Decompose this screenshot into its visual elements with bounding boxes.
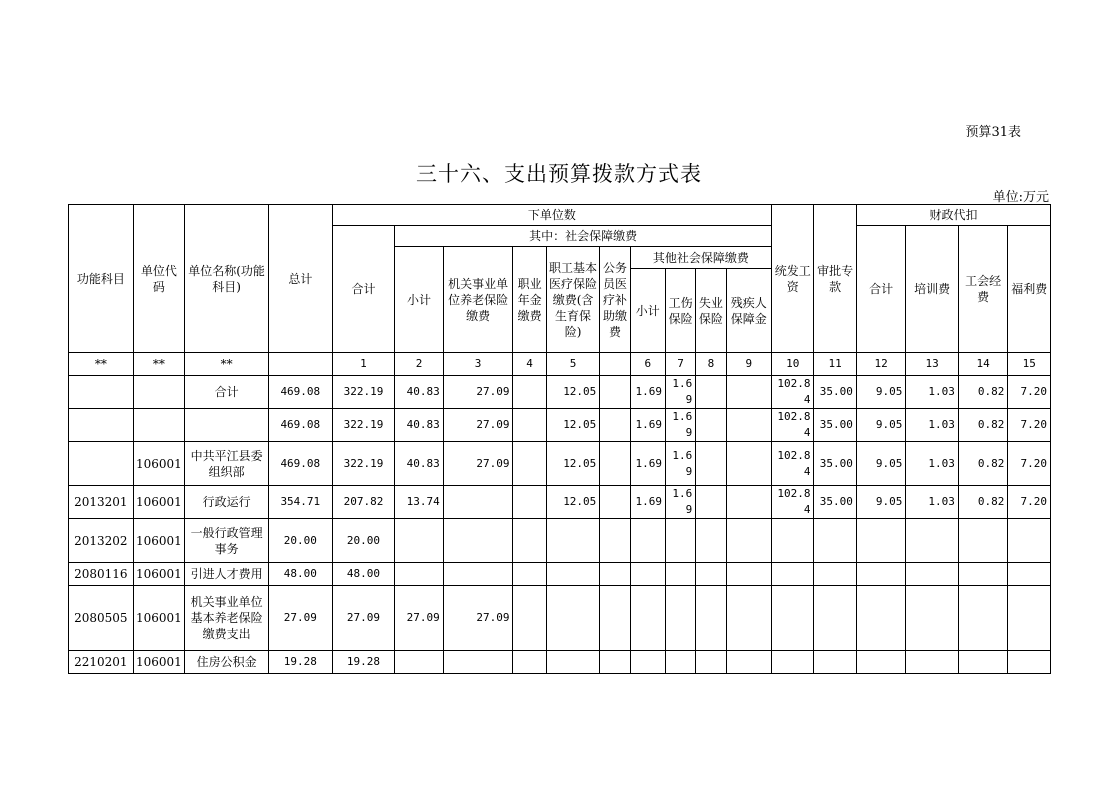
- table-cell: [69, 409, 134, 442]
- table-cell: [726, 586, 772, 651]
- table-cell: 48.00: [269, 563, 333, 586]
- page-title: 三十六、支出预算拨款方式表: [416, 162, 702, 186]
- table-cell: 0.82: [958, 376, 1008, 409]
- index-cell: 7: [665, 353, 695, 376]
- table-cell: [696, 486, 726, 519]
- table-cell: 9.05: [856, 442, 906, 486]
- table-cell: [600, 586, 630, 651]
- table-cell: [906, 651, 959, 674]
- table-row: [69, 376, 1051, 409]
- header-fiscal-deduction: 财政代扣: [856, 205, 1050, 226]
- index-cell: [269, 353, 333, 376]
- table-cell: 20.00: [332, 519, 395, 563]
- table-cell: 102.84: [772, 486, 814, 519]
- table-cell: [958, 519, 1008, 563]
- table-cell: 1.03: [906, 409, 959, 442]
- table-cell: [443, 486, 513, 519]
- table-cell: [630, 651, 665, 674]
- table-cell: [630, 586, 665, 651]
- table-cell: [395, 519, 443, 563]
- header-unit-name: 单位名称(功能科目): [185, 205, 269, 353]
- table-cell: [443, 519, 513, 563]
- table-row: [69, 563, 1051, 586]
- unit-label: 单位:万元: [992, 190, 1049, 205]
- table-cell: 1.69: [630, 442, 665, 486]
- table-cell: 一般行政管理事务: [185, 519, 269, 563]
- table-row: [69, 409, 1051, 442]
- index-cell: 13: [906, 353, 959, 376]
- table-cell: 27.09: [443, 409, 513, 442]
- table-cell: 469.08: [269, 376, 333, 409]
- table-cell: 27.09: [443, 376, 513, 409]
- header-approval-funds: 审批专款: [814, 205, 856, 353]
- index-cell: 6: [630, 353, 665, 376]
- table-cell: [600, 651, 630, 674]
- table-cell: [856, 586, 906, 651]
- table-cell: 2013201: [69, 486, 134, 519]
- index-cell: **: [69, 353, 134, 376]
- table-cell: [772, 563, 814, 586]
- header-injury: 工伤保险: [665, 269, 695, 353]
- index-cell: 1: [332, 353, 395, 376]
- table-cell: 106001: [133, 651, 185, 674]
- table-cell: [906, 586, 959, 651]
- header-unit-code: 单位代码: [133, 205, 185, 353]
- table-cell: [600, 563, 630, 586]
- table-cell: 27.09: [443, 586, 513, 651]
- table-cell: [726, 651, 772, 674]
- header-small-total: 小计: [395, 247, 443, 353]
- table-cell: [546, 563, 600, 586]
- index-cell: 5: [546, 353, 600, 376]
- table-cell: 住房公积金: [185, 651, 269, 674]
- table-cell: [665, 563, 695, 586]
- table-cell: 2013202: [69, 519, 134, 563]
- table-cell: [856, 519, 906, 563]
- table-cell: [726, 519, 772, 563]
- table-cell: [696, 519, 726, 563]
- header-unemployment: 失业保险: [696, 269, 726, 353]
- table-cell: [513, 586, 546, 651]
- header-union: 工会经费: [958, 226, 1008, 353]
- table-cell: [772, 586, 814, 651]
- table-row: [69, 519, 1051, 563]
- table-row: [69, 586, 1051, 651]
- table-cell: 322.19: [332, 409, 395, 442]
- index-cell: 3: [443, 353, 513, 376]
- header-unified-salary: 统发工资: [772, 205, 814, 353]
- table-cell: [513, 519, 546, 563]
- table-cell: [600, 442, 630, 486]
- table-cell: 机关事业单位基本养老保险缴费支出: [185, 586, 269, 651]
- header-total: 总计: [269, 205, 333, 353]
- table-cell: [69, 442, 134, 486]
- table-cell: 2210201: [69, 651, 134, 674]
- table-cell: 35.00: [814, 409, 856, 442]
- table-cell: 1.03: [906, 486, 959, 519]
- index-cell: 4: [513, 353, 546, 376]
- table-cell: [600, 519, 630, 563]
- table-row: [69, 651, 1051, 674]
- header-fiscal-sum: 合计: [856, 226, 906, 353]
- table-cell: [726, 376, 772, 409]
- table-cell: [1008, 651, 1051, 674]
- table-cell: 7.20: [1008, 376, 1051, 409]
- index-cell: 9: [726, 353, 772, 376]
- table-cell: [185, 409, 269, 442]
- table-cell: 35.00: [814, 486, 856, 519]
- table-cell: 19.28: [269, 651, 333, 674]
- table-cell: 19.28: [332, 651, 395, 674]
- table-cell: [696, 409, 726, 442]
- table-cell: 13.74: [395, 486, 443, 519]
- table-cell: 106001: [133, 442, 185, 486]
- table-cell: 12.05: [546, 442, 600, 486]
- table-cell: [958, 563, 1008, 586]
- header-func-subject: 功能科目: [69, 205, 134, 353]
- index-cell: 12: [856, 353, 906, 376]
- table-cell: 469.08: [269, 409, 333, 442]
- table-cell: [1008, 563, 1051, 586]
- header-medical: 职工基本医疗保险缴费(含生育保险): [546, 247, 600, 353]
- table-cell: [906, 563, 959, 586]
- table-cell: 106001: [133, 563, 185, 586]
- form-number: 预算31表: [965, 125, 1021, 140]
- table-cell: 1.69: [665, 442, 695, 486]
- table-cell: [696, 376, 726, 409]
- table-cell: [513, 563, 546, 586]
- table-cell: 102.84: [772, 409, 814, 442]
- table-cell: [630, 563, 665, 586]
- table-row: [69, 442, 1051, 486]
- header-lower-sum: 合计: [332, 226, 395, 353]
- table-row: [69, 486, 1051, 519]
- table-cell: [696, 651, 726, 674]
- table-cell: 0.82: [958, 486, 1008, 519]
- index-cell: 15: [1008, 353, 1051, 376]
- table-cell: 12.05: [546, 376, 600, 409]
- index-cell: 11: [814, 353, 856, 376]
- table-cell: 20.00: [269, 519, 333, 563]
- table-cell: 7.20: [1008, 486, 1051, 519]
- table-cell: [546, 586, 600, 651]
- table-cell: 102.84: [772, 442, 814, 486]
- index-cell: 10: [772, 353, 814, 376]
- table-cell: [600, 376, 630, 409]
- table-cell: 9.05: [856, 409, 906, 442]
- table-cell: [513, 651, 546, 674]
- header-welfare: 福利费: [1008, 226, 1051, 353]
- table-cell: 1.69: [630, 486, 665, 519]
- table-cell: [395, 651, 443, 674]
- table-cell: 12.05: [546, 486, 600, 519]
- table-cell: [665, 519, 695, 563]
- table-cell: [814, 586, 856, 651]
- table-cell: 322.19: [332, 442, 395, 486]
- table-cell: [546, 651, 600, 674]
- table-cell: [814, 651, 856, 674]
- table-cell: [665, 586, 695, 651]
- table-cell: 合计: [185, 376, 269, 409]
- table-cell: 40.83: [395, 376, 443, 409]
- index-cell: [600, 353, 630, 376]
- table-cell: 1.69: [630, 376, 665, 409]
- table-cell: [665, 651, 695, 674]
- table-cell: 48.00: [332, 563, 395, 586]
- table-cell: 1.69: [665, 376, 695, 409]
- table-cell: [600, 486, 630, 519]
- table-cell: 1.03: [906, 376, 959, 409]
- table-cell: 7.20: [1008, 409, 1051, 442]
- table-cell: 1.03: [906, 442, 959, 486]
- table-cell: [600, 409, 630, 442]
- table-cell: [772, 651, 814, 674]
- table-cell: 12.05: [546, 409, 600, 442]
- table-cell: 102.84: [772, 376, 814, 409]
- header-annuity: 职业年金缴费: [513, 247, 546, 353]
- header-disabled: 残疾人保障金: [726, 269, 772, 353]
- table-cell: 207.82: [332, 486, 395, 519]
- index-row: [69, 353, 1051, 376]
- budget-table: [68, 204, 1051, 674]
- table-cell: [814, 519, 856, 563]
- table-cell: [395, 563, 443, 586]
- table-cell: [1008, 519, 1051, 563]
- table-cell: [726, 563, 772, 586]
- table-cell: [856, 563, 906, 586]
- table-cell: 35.00: [814, 376, 856, 409]
- table-cell: [133, 409, 185, 442]
- table-cell: [906, 519, 959, 563]
- index-cell: 8: [696, 353, 726, 376]
- table-cell: [856, 651, 906, 674]
- table-cell: [546, 519, 600, 563]
- table-cell: 9.05: [856, 486, 906, 519]
- table-cell: [513, 409, 546, 442]
- table-cell: 1.69: [630, 409, 665, 442]
- table-cell: 7.20: [1008, 442, 1051, 486]
- table-cell: 行政运行: [185, 486, 269, 519]
- table-cell: [814, 563, 856, 586]
- table-cell: 引进人才费用: [185, 563, 269, 586]
- table-cell: [696, 442, 726, 486]
- table-cell: 1.69: [665, 486, 695, 519]
- index-cell: **: [185, 353, 269, 376]
- table-cell: 2080116: [69, 563, 134, 586]
- table-cell: [958, 586, 1008, 651]
- table-cell: [513, 486, 546, 519]
- table-cell: 中共平江县委组织部: [185, 442, 269, 486]
- table-cell: 106001: [133, 519, 185, 563]
- table-cell: [133, 376, 185, 409]
- header-lower-units: 下单位数: [332, 205, 771, 226]
- table-cell: 27.09: [443, 442, 513, 486]
- header-other-social: 其他社会保障缴费: [630, 247, 771, 269]
- table-cell: 9.05: [856, 376, 906, 409]
- table-cell: 27.09: [395, 586, 443, 651]
- table-cell: [443, 651, 513, 674]
- table-cell: [513, 442, 546, 486]
- table-cell: [696, 586, 726, 651]
- table-cell: [726, 486, 772, 519]
- header-social-security: 其中：社会保障缴费: [395, 226, 772, 247]
- table-cell: [1008, 586, 1051, 651]
- table-cell: [726, 409, 772, 442]
- table-cell: 354.71: [269, 486, 333, 519]
- table-cell: 2080505: [69, 586, 134, 651]
- table-cell: [696, 563, 726, 586]
- table-cell: [726, 442, 772, 486]
- table-cell: [513, 376, 546, 409]
- header-training: 培训费: [906, 226, 959, 353]
- table-cell: [958, 651, 1008, 674]
- table-cell: 27.09: [332, 586, 395, 651]
- table-cell: 40.83: [395, 442, 443, 486]
- index-cell: **: [133, 353, 185, 376]
- table-cell: [630, 519, 665, 563]
- header-civil-medical: 公务员医疗补助缴费: [600, 247, 630, 353]
- header-pension: 机关事业单位养老保险缴费: [443, 247, 513, 353]
- table-cell: 0.82: [958, 409, 1008, 442]
- table-cell: 0.82: [958, 442, 1008, 486]
- table-cell: [443, 563, 513, 586]
- table-cell: 106001: [133, 486, 185, 519]
- table-cell: [772, 519, 814, 563]
- index-cell: 14: [958, 353, 1008, 376]
- table-cell: 322.19: [332, 376, 395, 409]
- header-other-small: 小计: [630, 269, 665, 353]
- table-cell: 106001: [133, 586, 185, 651]
- table-cell: 35.00: [814, 442, 856, 486]
- table-cell: 1.69: [665, 409, 695, 442]
- table-cell: [69, 376, 134, 409]
- table-cell: 40.83: [395, 409, 443, 442]
- table-cell: 27.09: [269, 586, 333, 651]
- table-cell: 469.08: [269, 442, 333, 486]
- index-cell: 2: [395, 353, 443, 376]
